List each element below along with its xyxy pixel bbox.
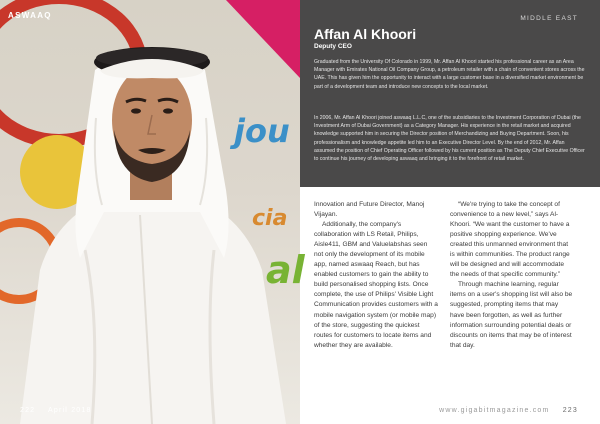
wall-word-1: jou <box>234 112 290 150</box>
brand-logo-text: ASWAAQ <box>8 11 52 20</box>
article-column-left <box>314 200 438 351</box>
section-label: MIDDLE EAST <box>520 15 578 22</box>
article-paragraph: Innovation and Future Director, Manoj Vijayan. <box>314 201 425 219</box>
footer-left <box>20 407 92 414</box>
article-column-right <box>450 200 574 351</box>
page-number-right: 223 <box>562 407 578 414</box>
page-number-left: 222 <box>20 407 36 414</box>
article-paragraph: “We're trying to take the concept of convenience to a new level,” says Al-Khoori. “We want the customer to have a positive shopping experience. We've created this unmanned environment that is within communities. The product range will be designed and will accommodate the needs of that specific community.” <box>450 201 570 279</box>
wall-word-2: cia <box>252 206 288 231</box>
profile-role: Deputy CEO <box>314 43 352 50</box>
article-paragraph: Additionally, the company's collaboration with LS Retail, Philips, Aisle411, GBM and Valuelabshas seen not only the development of its mobile app, named aswaaq Reach, but has enabled customers to gain the ability to build personalised shopping lists. Once complete, the use of Philips' Visible Light Communication provides customers with a mobile navigation system (or mobile map) of the store, suggesting the quickest routes for customers to locate items and whether they are available. <box>314 221 438 349</box>
profile-bio-paragraph: Graduated from the University Of Colorado in 1999, Mr. Affan Al Khoori started his professional career as an Area Manager with Emirates National Oil Company Group, a petroleum retailer with a chain of convenient stores across the UAE. This has given him the opportunity to interact with a large customer base in a diversified market environment be part of a development team and introduce new concepts to the local market. <box>314 59 585 90</box>
profile-bio-paragraph: In 2006, Mr. Affan Al Khoori joined aswaaq L.L.C, one of the subsidiaries to the Investment Corporation of Dubai (the Investment Arm of Dubai Government) as a Category Manager. His experience in the retail market and acquired knowledge supported him in securing the Director position of Merchandizing and Buying Department. Soon, his professionalism and knowledge appetite led him to an Executive Director Level. By the end of 2012, Mr. Affan assumed the position of Chief Operating Officer followed by his current position as The Deputy Chief Executive Officer to continue his journey of developing aswaaq and bringing it to the forefront of retail market. <box>314 115 585 163</box>
website-link[interactable]: www.gigabitmagazine.com <box>439 407 550 414</box>
article-paragraph: Through machine learning, regular items on a user's shopping list will also be suggested, prompting items that may have been forgotten, as well as further information surrounding potential deals or discounts on items that may be of interest that day. <box>450 281 573 349</box>
wall-word-3: al <box>266 248 305 292</box>
profile-name: Affan Al Khoori <box>314 26 417 42</box>
issue-date: April 2018 <box>48 407 92 414</box>
footer-right <box>439 407 578 414</box>
profile-panel <box>300 0 600 187</box>
